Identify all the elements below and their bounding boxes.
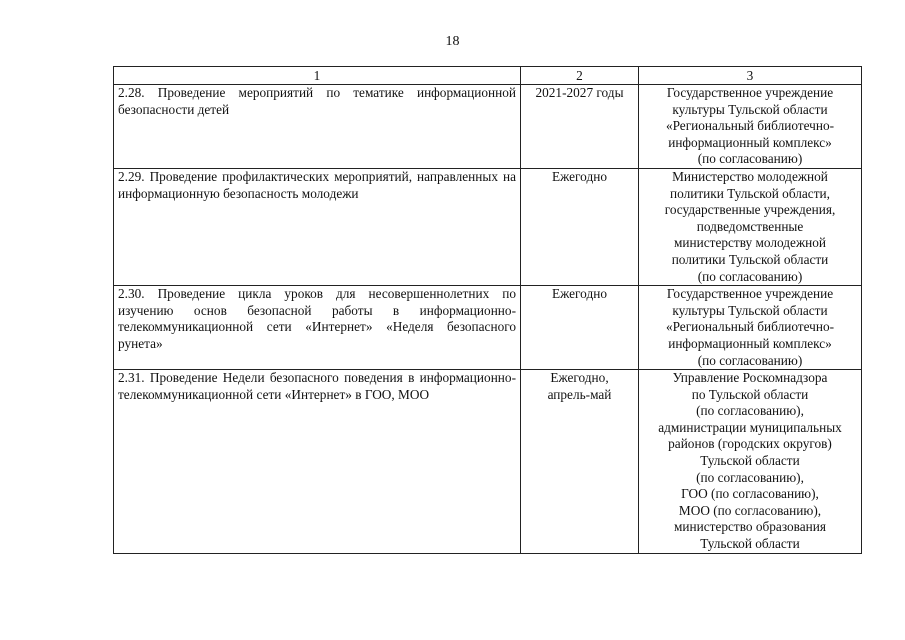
term-line: 2021-2027 годы: [535, 85, 624, 100]
measure-term: [521, 370, 639, 554]
measure-description: 2.29. Проведение профилактических мероприятий, направленных на информационную безопасность молодежи: [114, 168, 521, 285]
executor-line: (по согласованию): [697, 352, 803, 368]
column-header-2: 2: [521, 67, 639, 85]
column-header-3: 3: [639, 67, 862, 85]
table-row: [114, 286, 862, 370]
executor-line: Тульской области: [700, 453, 800, 469]
measures-table: [113, 66, 862, 554]
executor-line: (по согласованию): [697, 268, 803, 284]
executor-line: политики Тульской области,: [670, 185, 830, 201]
measure-executor: [639, 85, 862, 169]
executor-line: «Региональный библиотечно-: [665, 319, 835, 335]
executor-line: районов (городских округов): [668, 436, 832, 452]
executor-line: культуры Тульской области: [672, 302, 828, 318]
table-row: [114, 85, 862, 169]
executor-line: государственные учреждения,: [664, 202, 836, 218]
measure-description: 2.31. Проведение Недели безопасного поведения в информационно-телекоммуникационной сети «Интернет» в ГОО, МОО: [114, 370, 521, 554]
executor-line: администрации муниципальных: [658, 419, 842, 435]
executor-line: Министерство молодежной: [672, 168, 828, 184]
executor-line: (по согласованию),: [696, 403, 804, 419]
page-number: 18: [445, 34, 460, 49]
executor-line: министерству молодежной: [673, 235, 827, 251]
executor-line: (по согласованию): [697, 151, 803, 167]
executor-line: культуры Тульской области: [672, 101, 828, 117]
executor-line: информационный комплекс»: [668, 335, 832, 351]
executor-line: Тульской области: [700, 536, 800, 552]
measure-executor: [639, 370, 862, 554]
executor-line: информационный комплекс»: [668, 134, 832, 150]
executor-line: по Тульской области: [691, 386, 809, 402]
executor-line: Государственное учреждение: [666, 85, 834, 100]
executor-line: политики Тульской области: [671, 251, 829, 267]
measure-executor: [639, 286, 862, 370]
measure-description: 2.28. Проведение мероприятий по тематике информационной безопасности детей: [114, 85, 521, 169]
measure-description: 2.30. Проведение цикла уроков для несовершеннолетних по изучению основ безопасной работы в информационно-телекоммуникационной сети «Интернет» «Неделя безопасного рунета»: [114, 286, 521, 370]
measure-term: [521, 168, 639, 285]
executor-line: министерство образования: [673, 519, 827, 535]
executor-line: МОО (по согласованию),: [678, 502, 822, 518]
executor-line: «Региональный библиотечно-: [665, 118, 835, 134]
measure-executor: [639, 168, 862, 285]
table-row: [114, 168, 862, 285]
term-line: апрель-май: [547, 386, 612, 402]
term-line: Ежегодно,: [550, 370, 609, 386]
measure-term: [521, 286, 639, 370]
measure-term: [521, 85, 639, 169]
executor-line: подведомственные: [696, 218, 804, 234]
table-header-row: [114, 67, 862, 85]
executor-line: ГОО (по согласованию),: [681, 486, 819, 502]
table-row: [114, 370, 862, 554]
term-line: Ежегодно: [552, 168, 607, 184]
executor-line: Управление Роскомнадзора: [672, 370, 828, 386]
executor-line: Государственное учреждение: [666, 286, 834, 302]
term-line: Ежегодно: [552, 286, 607, 302]
executor-line: (по согласованию),: [696, 469, 804, 485]
column-header-1: 1: [114, 67, 521, 85]
